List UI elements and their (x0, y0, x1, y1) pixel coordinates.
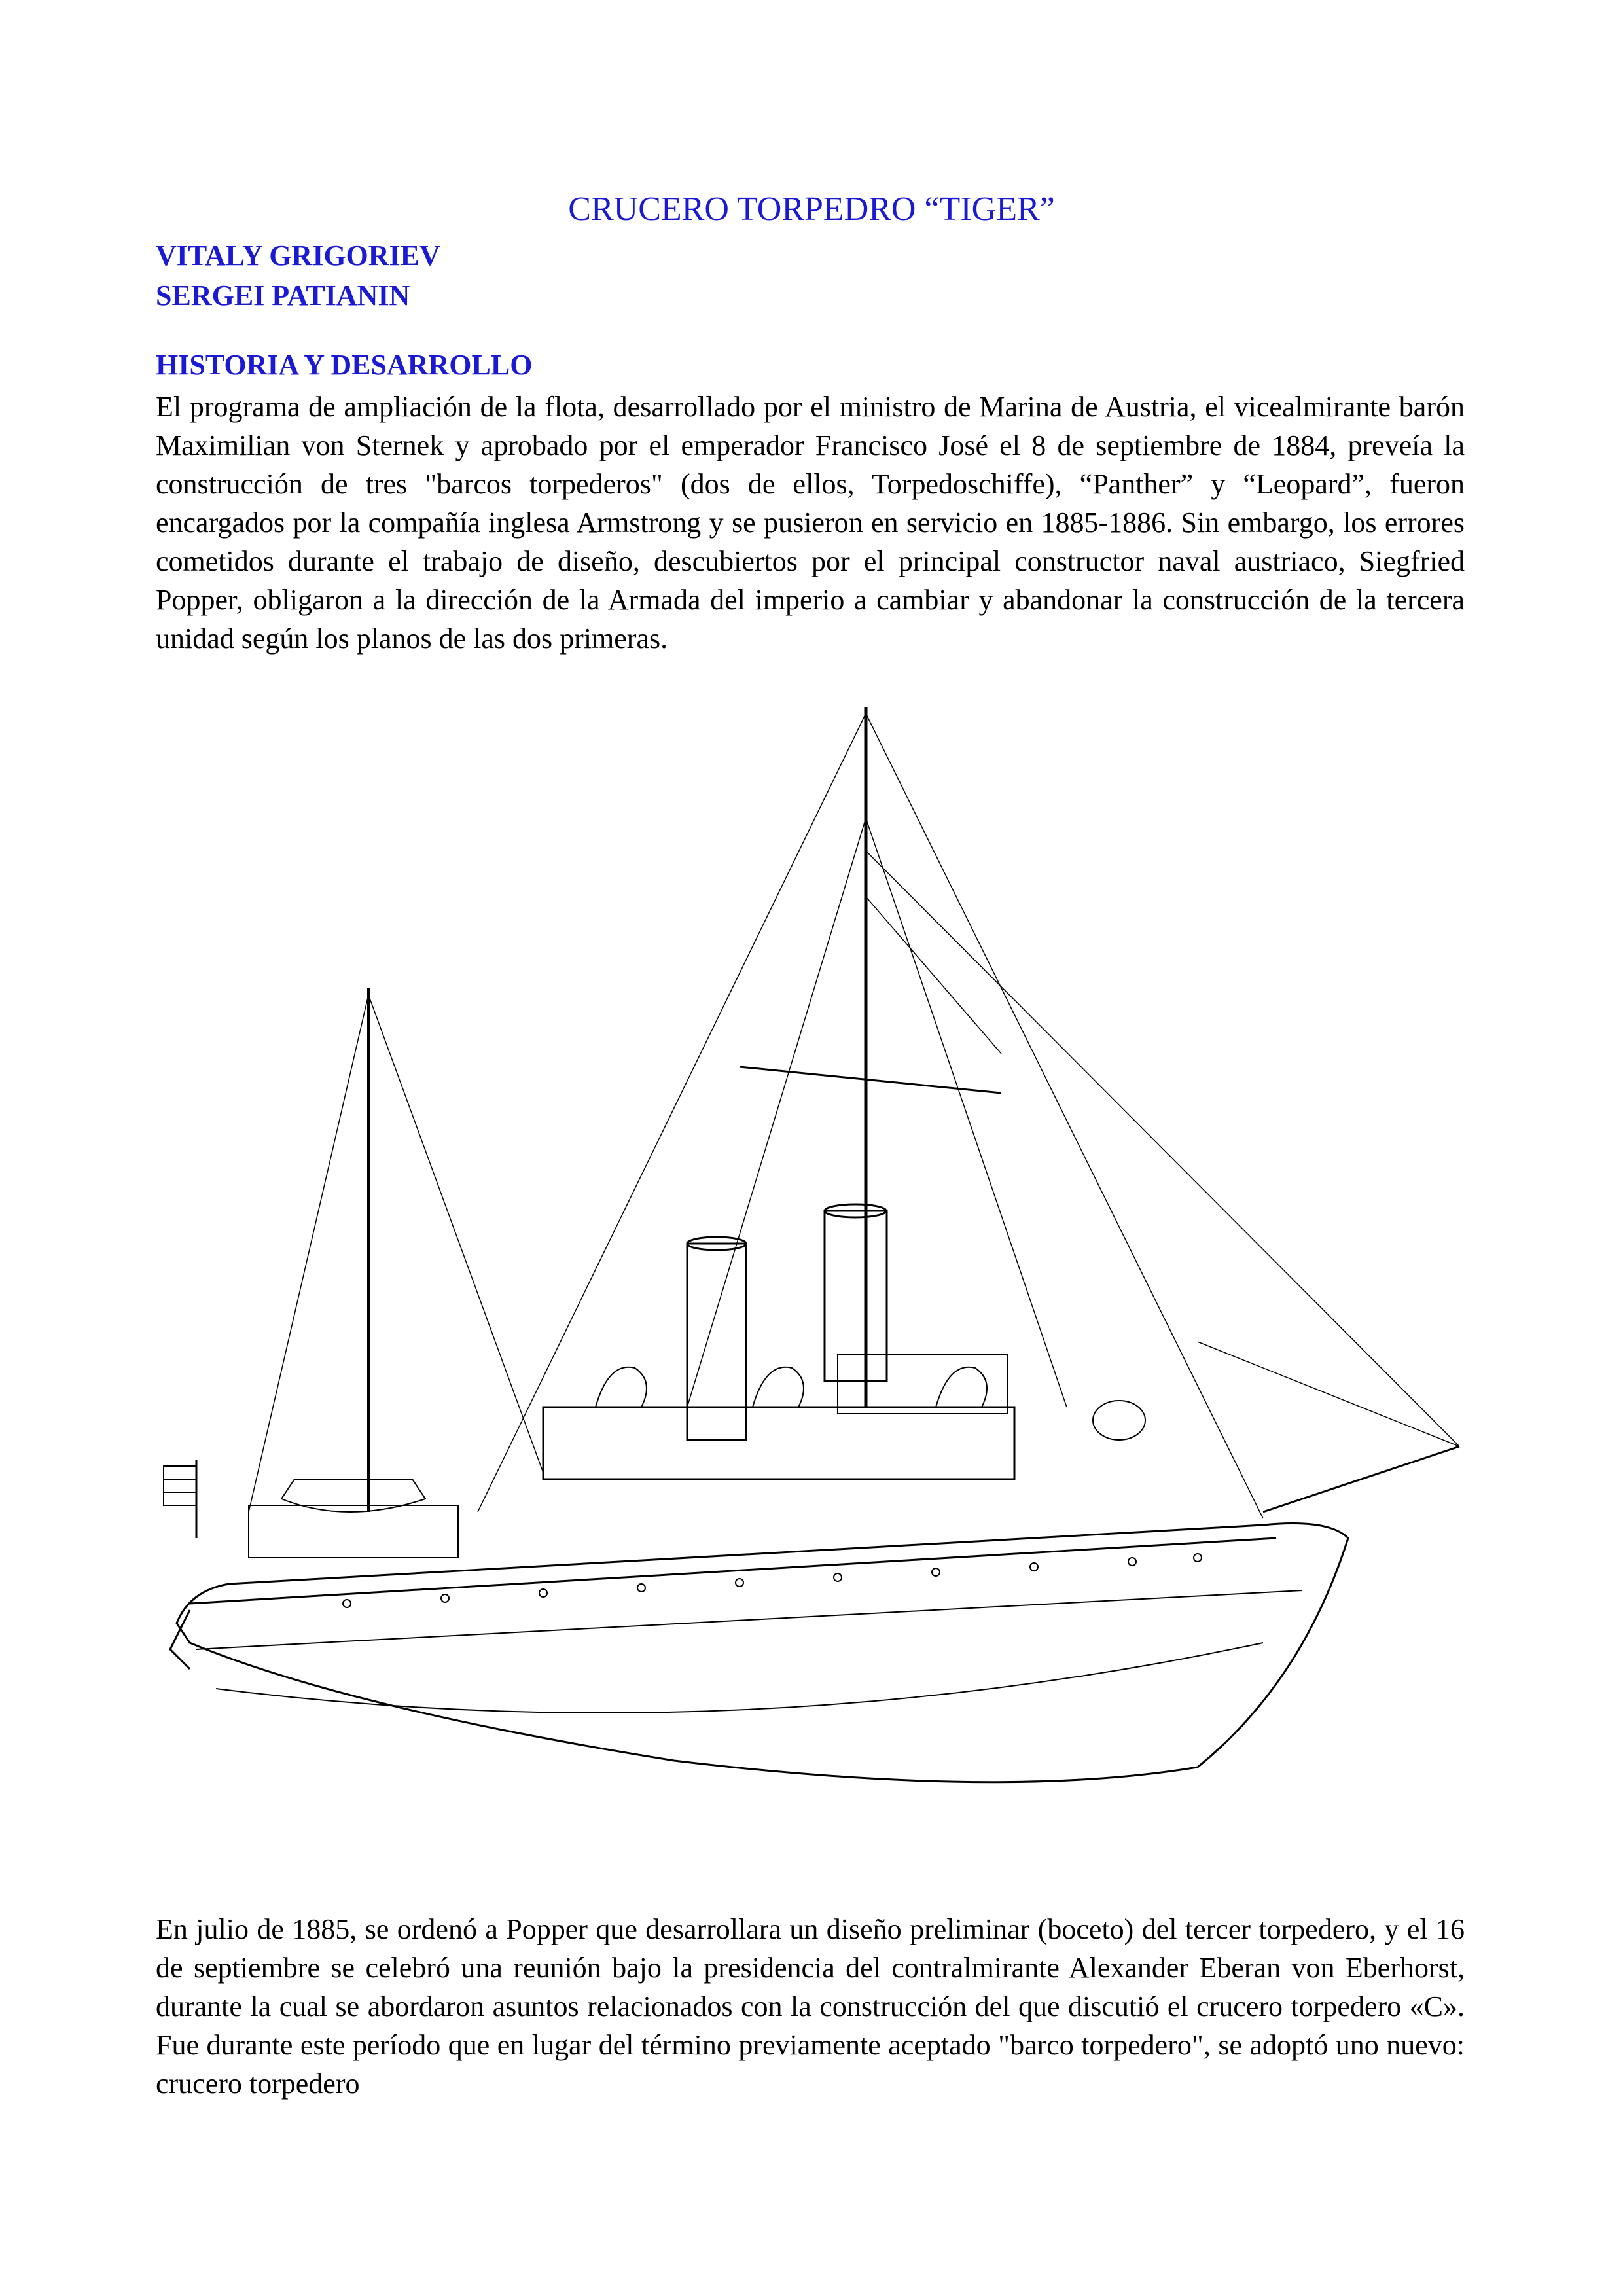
deck-line (190, 1538, 1276, 1604)
boat (281, 1479, 425, 1512)
body-paragraph: El programa de ampliación de la flota, desarrollado por el ministro de Marina de Austria, el vicealmirante barón Maximilian von Sternek y aprobado por el emperador Francisco José el 8 de septiembre de 1884, preveía la construcción de tres "barcos torpederos" (dos de ellos, Torpedoschiffe), “Panther” y “Leopard”, fueron encargados por la compañía inglesa Armstrong y se pusieron en servicio en 1885-1886. Sin embargo, los errores cometidos durante el trabajo de diseño, descubiertos por el principal constructor naval austriaco, Siegfried Popper, obligaron a la dirección de la Armada del imperio a cambiar y abandonar la construcción de la tercera unidad según los planos de las dos primeras. (156, 391, 1465, 655)
author-name: VITALY GRIGORIEV (156, 240, 440, 272)
rigging (249, 713, 1459, 1518)
ventilators (596, 1367, 1145, 1440)
flag (164, 1460, 196, 1538)
page-title: CRUCERO TORPEDRO “TIGER” (568, 190, 1055, 228)
section-heading: HISTORIA Y DESARROLLO (156, 349, 533, 381)
aft-deckhouse (249, 1505, 458, 1558)
author-name: SERGEI PATIANIN (156, 279, 410, 312)
superstructure (543, 1407, 1014, 1479)
yard (740, 1067, 1001, 1093)
waterline (216, 1643, 1263, 1713)
body-paragraph: En julio de 1885, se ordenó a Popper que desarrollara un diseño preliminar (boceto) del tercer torpedero, y el 16 de septiembre se celebró una reunión bajo la presidencia del contralmirante Alexander Eberan von Eberhorst, durante la cual se abordaron asuntos relacionados con la construcción del que discutió el crucero torpedero «C». Fue durante este período que en lugar del término previamente aceptado "barco torpedero", se adoptó uno nuevo: crucero torpedero (156, 1913, 1465, 2100)
funnel-aft (687, 1244, 746, 1440)
belt-line (196, 1590, 1302, 1649)
portholes (343, 1554, 1202, 1607)
ship-drawing (151, 687, 1472, 1865)
hull-outline (177, 1524, 1348, 1782)
bowsprit (1263, 1446, 1459, 1512)
